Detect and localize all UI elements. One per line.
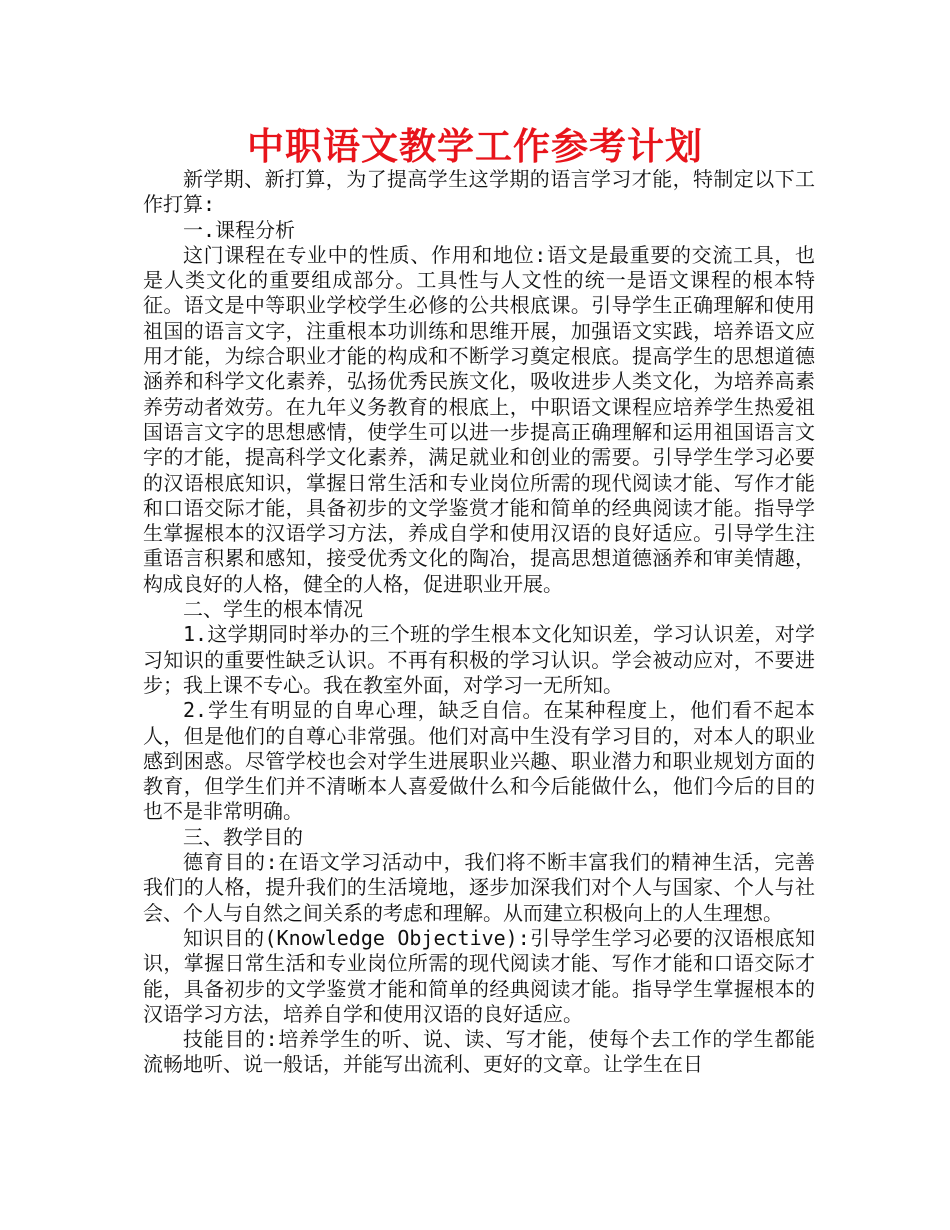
paragraph-course-analysis: 这门课程在专业中的性质、作用和地位:语文是最重要的交流工具，也是人类文化的重要组成部分。工具性与人文性的统一是语文课程的根本特征。语文是中等职业学校学生必修的公共根底课。引导学生正确理解和使用祖国的语言文字，注重根本功训练和思维开展，加强语文实践，培养语文应用才能，为综合职业才能的构成和不断学习奠定根底。提高学生的思想道德涵养和科学文化素养，弘扬优秀民族文化，吸收进步人类文化，为培养高素养劳动者效劳。在九年义务教育的根底上，中职语文课程应培养学生热爱祖国语言文字的思想感情，使学生可以进一步提高正确理解和运用祖国语言文字的才能，提高科学文化素养，满足就业和创业的需要。引导学生学习必要的汉语根底知识，掌握日常生活和专业岗位所需的现代阅读才能、写作才能和口语交际才能，具备初步的文学鉴赏才能和简单的经典阅读才能。指导学生掌握根本的汉语学习方法，养成自学和使用汉语的良好适应。引导学生注重语言积累和感知，接受优秀文化的陶冶，提高思想道德涵养和审美情趣，构成良好的人格，健全的人格，促进职业开展。 (143, 242, 815, 596)
paragraph-moral-goal: 德育目的:在语文学习活动中，我们将不断丰富我们的精神生活，完善我们的人格，提升我们的生活境地，逐步加深我们对个人与国家、个人与社会、个人与自然之间关系的考虑和理解。从而建立积极向上的人生理想。 (143, 850, 815, 925)
section-heading-teaching-goals: 三、教学目的 (183, 824, 303, 849)
paragraph-student-situation-2: 2.学生有明显的自卑心理，缺乏自信。在某种程度上，他们看不起本人，但是他们的自尊心非常强。他们对高中生没有学习目的，对本人的职业感到困惑。尽管学校也会对学生进展职业兴趣、职业潜力和职业规划方面的教育，但学生们并不清晰本人喜爱做什么和今后能做什么，他们今后的目的也不是非常明确。 (143, 698, 815, 824)
section-heading-course-analysis: 一.课程分析 (183, 217, 296, 242)
paragraph-knowledge-goal: 知识目的(Knowledge Objective):引导学生学习必要的汉语根底知识，掌握日常生活和专业岗位所需的现代阅读才能、写作才能和口语交际才能，具备初步的文学鉴赏才能和简单的经典阅读才能。指导学生掌握根本的汉语学习方法，培养自学和使用汉语的良好适应。 (143, 925, 815, 1026)
section-heading-student-situation: 二、学生的根本情况 (183, 597, 363, 622)
paragraph-intro: 新学期、新打算，为了提高学生这学期的语言学习才能，特制定以下工作打算: (143, 167, 815, 217)
paragraph-skill-goal: 技能目的:培养学生的听、说、读、写才能，使每个去工作的学生都能流畅地听、说一般话，并能写出流利、更好的文章。让学生在日 (143, 1027, 815, 1077)
paragraph-student-situation-1: 1.这学期同时举办的三个班的学生根本文化知识差，学习认识差，对学习知识的重要性缺乏认识。不再有积极的学习认识。学会被动应对，不要进步；我上课不专心。我在教室外面，对学习一无所知。 (143, 622, 815, 697)
document-title: 中职语文教学工作参考计划 (247, 124, 703, 168)
document-body (143, 167, 815, 1078)
